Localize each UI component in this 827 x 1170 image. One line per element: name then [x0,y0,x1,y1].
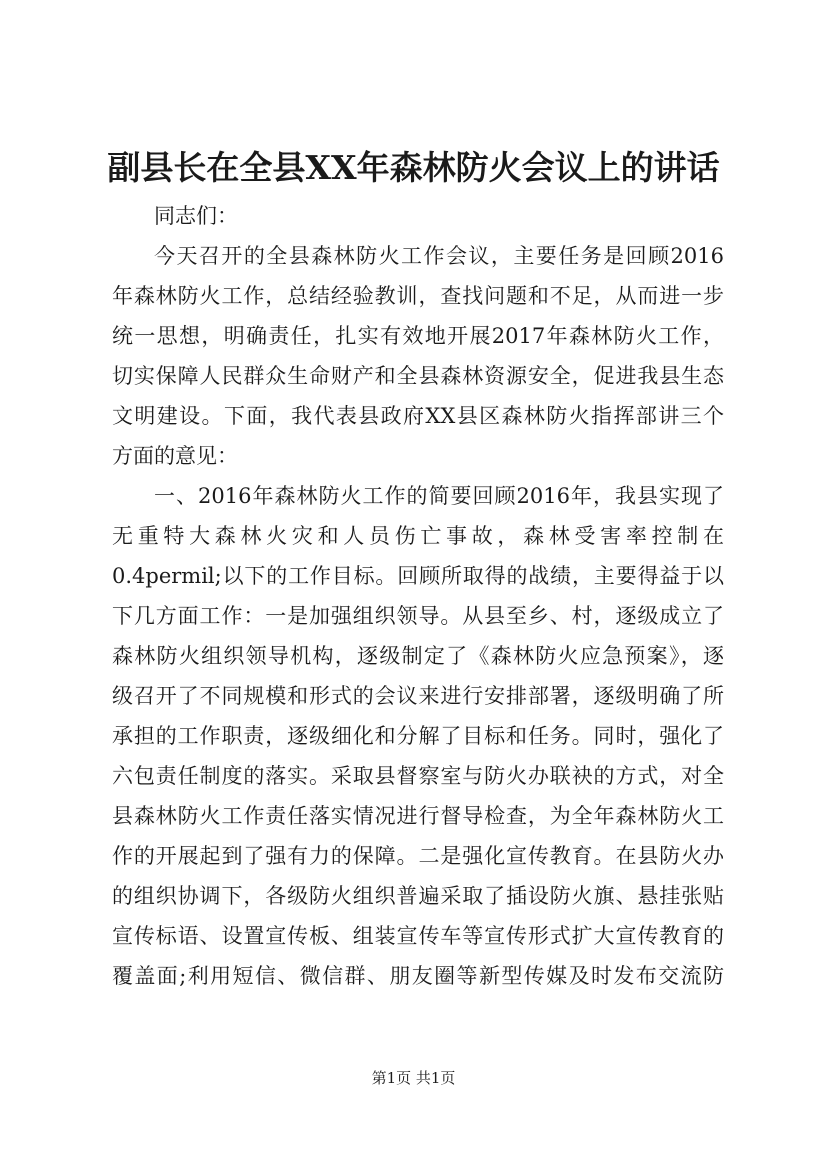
paragraph-line: 森林防火组织领导机构，逐级制定了《森林防火应急预案》，逐 [112,644,724,668]
paragraph-line: 宣传标语、设置宣传板、组装宣传车等宣传形式扩大宣传教育的 [112,924,724,948]
paragraph-line: 级召开了不同规模和形式的会议来进行安排部署，逐级明确了所 [112,684,724,708]
paragraph-line: 今天召开的全县森林防火工作会议，主要任务是回顾2016 [154,244,724,268]
salutation-line: 同志们： [154,204,238,228]
document-title: 副县长在全县XX年森林防火会议上的讲话 [107,148,720,187]
paragraph-line: 切实保障人民群众生命财产和全县森林资源安全，促进我县生态 [112,364,724,388]
paragraph-line: 下几方面工作：一是加强组织领导。从县至乡、村，逐级成立了 [112,604,724,628]
document-body [112,196,724,996]
paragraph-line: 作的开展起到了强有力的保障。二是强化宣传教育。在县防火办 [112,844,724,868]
paragraph-line: 无重特大森林火灾和人员伤亡事故，森林受害率控制在 [112,524,724,548]
page-footer: 第1页 共1页 [371,1069,456,1087]
paragraph-line: 年森林防火工作，总结经验教训，查找问题和不足，从而进一步 [112,284,724,308]
paragraph-line: 的组织协调下，各级防火组织普遍采取了插设防火旗、悬挂张贴 [112,884,724,908]
paragraph-line: 六包责任制度的落实。采取县督察室与防火办联袂的方式，对全 [112,764,724,788]
paragraph-line: 一、2016年森林防火工作的简要回顾2016年，我县实现了 [154,484,724,508]
paragraph-line: 文明建设。下面，我代表县政府XX县区森林防火指挥部讲三个 [112,404,724,428]
paragraph-line: 0.4permil;以下的工作目标。回顾所取得的战绩，主要得益于以 [112,564,724,588]
paragraph-line: 方面的意见： [112,444,238,468]
paragraph-line: 统一思想，明确责任，扎实有效地开展2017年森林防火工作， [112,324,724,348]
paragraph-line: 县森林防火工作责任落实情况进行督导检查，为全年森林防火工 [112,804,724,828]
paragraph-line: 承担的工作职责，逐级细化和分解了目标和任务。同时，强化了 [112,724,724,748]
paragraph-line: 覆盖面;利用短信、微信群、朋友圈等新型传媒及时发布交流防 [112,964,724,988]
